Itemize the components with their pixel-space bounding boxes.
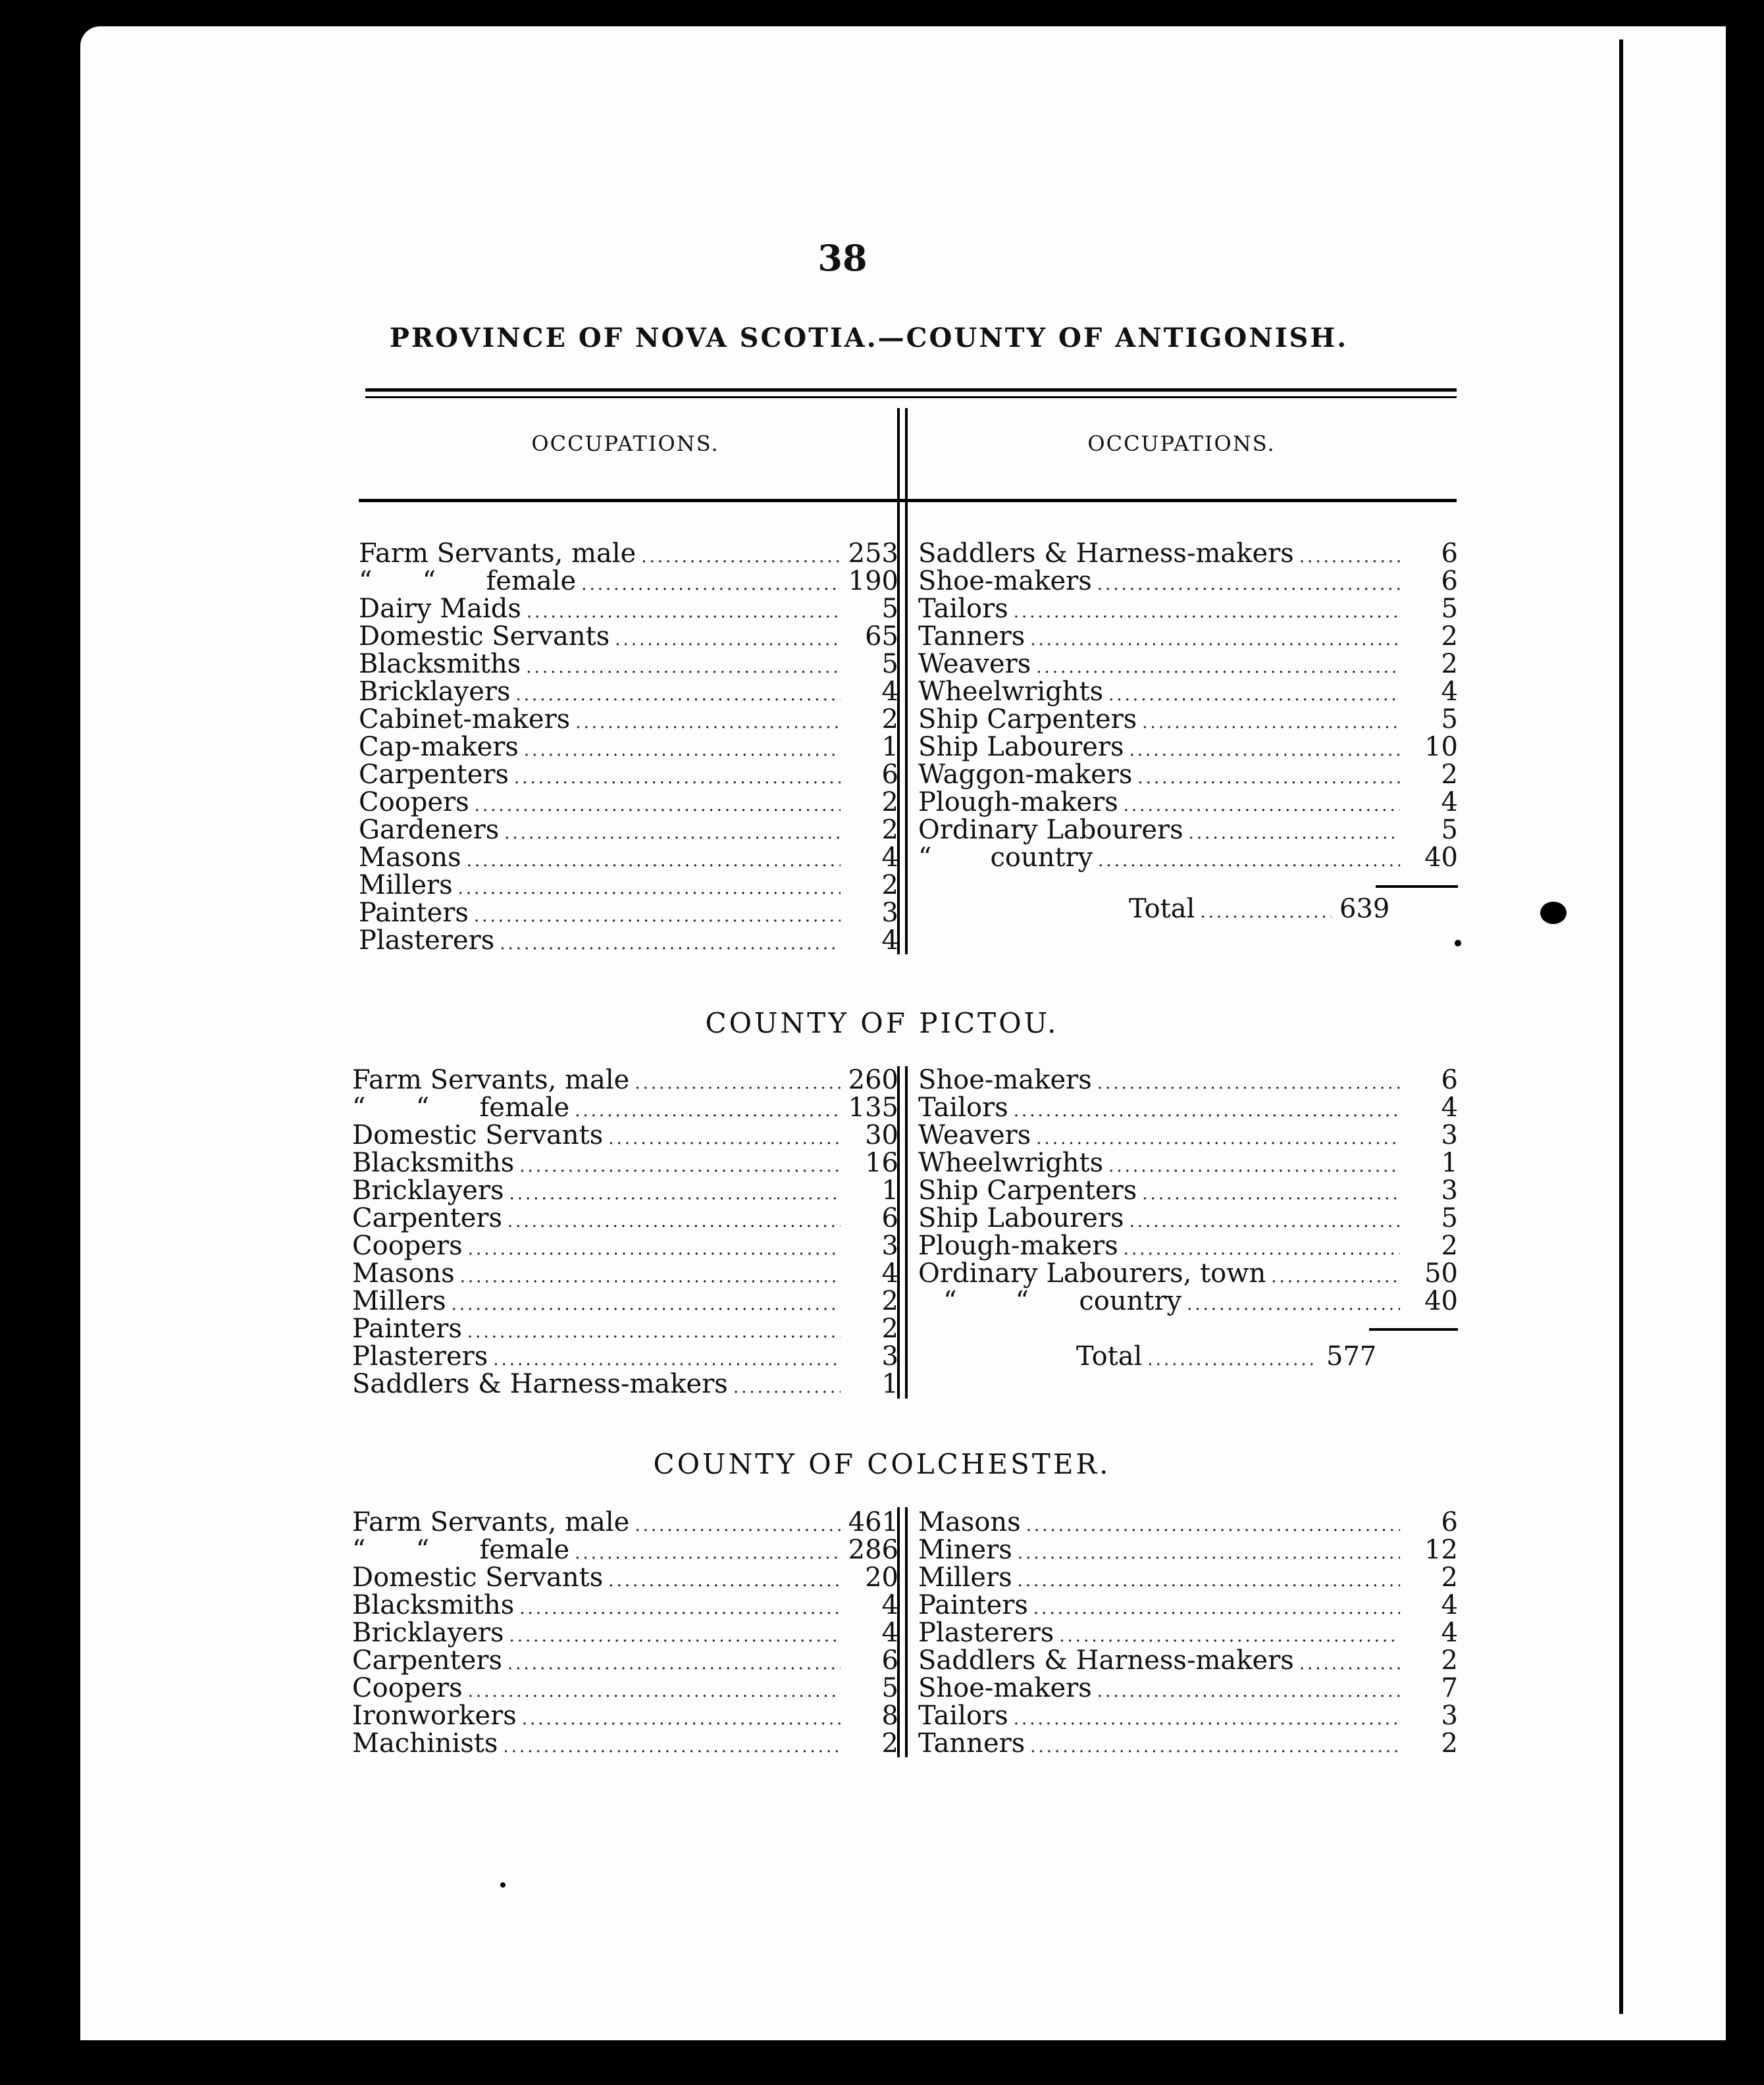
occupation-count: 6 bbox=[881, 1645, 898, 1676]
occupation-label: Tanners bbox=[918, 621, 1025, 652]
occupation-label: “ “ female bbox=[352, 1093, 570, 1123]
leader-dots bbox=[468, 1678, 841, 1705]
occupation-count: 8 bbox=[881, 1701, 898, 1731]
occupation-label: Plasterers bbox=[918, 1618, 1054, 1648]
occupation-count: 2 bbox=[881, 815, 898, 845]
occupation-count: 40 bbox=[1424, 842, 1458, 873]
occupation-label: Painters bbox=[359, 898, 469, 928]
occupation-count: 4 bbox=[881, 677, 898, 707]
leader-dots bbox=[635, 1069, 841, 1097]
leader-dots bbox=[1018, 1539, 1400, 1567]
page-number: 38 bbox=[817, 237, 868, 279]
antigonish-total bbox=[918, 895, 1458, 923]
occupation-row bbox=[352, 1204, 898, 1232]
occupation-row bbox=[359, 761, 898, 788]
leader-dots bbox=[635, 1512, 841, 1539]
occupation-label: Gardeners bbox=[359, 815, 500, 845]
occupation-row bbox=[352, 1564, 898, 1591]
occupation-label: Bricklayers bbox=[352, 1175, 504, 1206]
occupation-count: 5 bbox=[881, 1673, 898, 1703]
occupation-row bbox=[352, 1094, 898, 1121]
occupation-label: Plough-makers bbox=[918, 787, 1118, 817]
leader-dots bbox=[526, 654, 841, 681]
occupation-row bbox=[352, 1260, 898, 1287]
occupation-count: 5 bbox=[1441, 594, 1458, 624]
occupation-label: Tailors bbox=[918, 594, 1008, 624]
occupation-row bbox=[352, 1121, 898, 1149]
leader-dots bbox=[1142, 709, 1400, 736]
leader-dots bbox=[1030, 1733, 1400, 1761]
occupation-count: 5 bbox=[881, 594, 898, 624]
occupation-row bbox=[918, 1094, 1458, 1121]
occupation-label: Miners bbox=[918, 1535, 1012, 1565]
occupation-count: 4 bbox=[881, 1618, 898, 1648]
leader-dots bbox=[503, 1733, 841, 1761]
occupation-label: Carpenters bbox=[352, 1203, 503, 1233]
occupation-label: Farm Servants, male bbox=[359, 538, 636, 569]
occupation-count: 4 bbox=[881, 925, 898, 956]
section-title-pictou: COUNTY OF PICTOU. bbox=[705, 1007, 1059, 1039]
occupation-count: 5 bbox=[1441, 704, 1458, 734]
leader-dots bbox=[1299, 543, 1400, 571]
occupation-label: Coopers bbox=[359, 787, 469, 817]
occupation-count: 6 bbox=[1441, 1507, 1458, 1537]
ink-dot bbox=[500, 1882, 506, 1888]
occupation-row bbox=[918, 1066, 1458, 1094]
occupation-row bbox=[918, 788, 1458, 816]
occupation-count: 6 bbox=[881, 759, 898, 790]
occupation-count: 2 bbox=[881, 787, 898, 817]
occupation-count: 3 bbox=[1441, 1120, 1458, 1150]
occupation-count: 4 bbox=[1441, 677, 1458, 707]
occupation-row bbox=[352, 1370, 898, 1398]
occupation-count: 20 bbox=[865, 1562, 898, 1593]
occupation-label: Tailors bbox=[918, 1093, 1008, 1123]
occupation-row bbox=[918, 1121, 1458, 1149]
occupation-row bbox=[918, 1591, 1458, 1619]
occupation-count: 4 bbox=[1441, 1590, 1458, 1620]
leader-dots bbox=[1030, 626, 1400, 654]
occupation-row bbox=[918, 1730, 1458, 1757]
leader-dots bbox=[1097, 1069, 1400, 1097]
leader-dots bbox=[1129, 1208, 1400, 1235]
total-value: 577 bbox=[1326, 1341, 1377, 1372]
leader-dots bbox=[1200, 898, 1332, 926]
occupation-row bbox=[918, 678, 1458, 706]
occupation-row bbox=[359, 844, 898, 871]
occupation-row bbox=[352, 1647, 898, 1674]
leader-dots bbox=[575, 1539, 841, 1567]
occupation-row bbox=[352, 1232, 898, 1260]
leader-dots bbox=[509, 1622, 841, 1650]
page-edge-line bbox=[1619, 39, 1623, 2014]
occupation-count: 2 bbox=[1441, 1562, 1458, 1593]
leader-dots bbox=[500, 930, 841, 958]
occupation-count: 3 bbox=[881, 1341, 898, 1372]
section-title-colchester: COUNTY OF COLCHESTER. bbox=[653, 1448, 1111, 1480]
occupation-row bbox=[359, 788, 898, 816]
leader-dots bbox=[460, 1263, 841, 1291]
occupation-label: Blacksmiths bbox=[352, 1590, 515, 1620]
leader-dots bbox=[1108, 1152, 1400, 1180]
occupation-count: 6 bbox=[881, 1203, 898, 1233]
occupation-count: 1 bbox=[881, 1175, 898, 1206]
occupation-label: Cap-makers bbox=[359, 732, 519, 762]
occupation-label: Bricklayers bbox=[352, 1618, 504, 1648]
occupation-label: “ “ female bbox=[359, 566, 577, 596]
occupation-row bbox=[359, 678, 898, 706]
occupation-row bbox=[352, 1674, 898, 1702]
occupation-row bbox=[918, 623, 1458, 650]
occupation-count: 253 bbox=[848, 538, 898, 569]
occupation-row bbox=[918, 1508, 1458, 1536]
leader-dots bbox=[467, 1318, 841, 1346]
occupation-count: 1 bbox=[881, 732, 898, 762]
leader-dots bbox=[641, 543, 841, 571]
leader-dots bbox=[509, 1180, 841, 1208]
occupation-count: 2 bbox=[881, 1728, 898, 1759]
occupation-count: 5 bbox=[1441, 815, 1458, 845]
occupation-row bbox=[359, 540, 898, 567]
total-label: Total bbox=[1076, 1341, 1143, 1372]
leader-dots bbox=[1014, 1705, 1400, 1733]
occupation-row bbox=[352, 1315, 898, 1343]
leader-dots bbox=[507, 1208, 841, 1235]
leader-dots bbox=[474, 902, 841, 930]
occupation-count: 461 bbox=[848, 1507, 898, 1537]
antigonish-left-list bbox=[359, 540, 898, 954]
leader-dots bbox=[1271, 1263, 1400, 1291]
occupation-count: 3 bbox=[1441, 1701, 1458, 1731]
leader-dots bbox=[575, 709, 841, 736]
occupation-label: Wheelwrights bbox=[918, 677, 1104, 707]
occupation-label: Weavers bbox=[918, 1120, 1031, 1150]
leader-dots bbox=[519, 1152, 841, 1180]
leader-dots bbox=[1187, 1291, 1400, 1318]
leader-dots bbox=[1018, 1567, 1400, 1595]
occupation-label: Coopers bbox=[352, 1231, 463, 1261]
occupation-label: Dairy Maids bbox=[359, 594, 521, 624]
occupation-label: Shoe-makers bbox=[918, 566, 1092, 596]
occupation-label: Farm Servants, male bbox=[352, 1507, 630, 1537]
occupation-count: 3 bbox=[881, 1231, 898, 1261]
occupation-count: 10 bbox=[1424, 732, 1458, 762]
occupation-row bbox=[352, 1287, 898, 1315]
leader-dots bbox=[514, 764, 841, 792]
occupation-label: Blacksmiths bbox=[352, 1148, 515, 1178]
occupation-row bbox=[359, 871, 898, 899]
occupation-label: Carpenters bbox=[352, 1645, 503, 1676]
occupation-count: 6 bbox=[1441, 566, 1458, 596]
occupation-count: 190 bbox=[848, 566, 898, 596]
occupation-label: Saddlers & Harness-makers bbox=[918, 538, 1294, 569]
leader-dots bbox=[1033, 1595, 1400, 1622]
occupation-label: “ “ country bbox=[918, 1286, 1182, 1316]
occupation-row bbox=[918, 650, 1458, 678]
occupation-count: 5 bbox=[881, 649, 898, 679]
occupation-label: Millers bbox=[918, 1562, 1012, 1593]
occupation-row bbox=[918, 1177, 1458, 1204]
occupation-row bbox=[352, 1536, 898, 1564]
leader-dots bbox=[1137, 764, 1400, 792]
occupation-row bbox=[918, 1674, 1458, 1702]
occupation-row bbox=[352, 1702, 898, 1730]
occupation-row bbox=[918, 816, 1458, 844]
occupation-count: 3 bbox=[881, 898, 898, 928]
total-row bbox=[866, 1343, 1458, 1370]
total-value: 639 bbox=[1339, 894, 1390, 924]
occupation-row bbox=[918, 733, 1458, 761]
leader-dots bbox=[733, 1374, 841, 1401]
occupation-label: Cabinet-makers bbox=[359, 704, 571, 734]
occupation-label: Plasterers bbox=[352, 1341, 488, 1372]
occupation-label: Carpenters bbox=[359, 759, 509, 790]
ink-dot bbox=[1455, 940, 1461, 946]
occupation-row bbox=[918, 540, 1458, 567]
occupation-label: Shoe-makers bbox=[918, 1065, 1092, 1095]
occupation-row bbox=[359, 650, 898, 678]
occupation-label: Weavers bbox=[918, 649, 1031, 679]
leader-dots bbox=[608, 1567, 841, 1595]
occupation-row bbox=[359, 899, 898, 927]
occupation-count: 2 bbox=[1441, 1645, 1458, 1676]
total-row bbox=[918, 895, 1458, 923]
occupation-label: Tailors bbox=[918, 1701, 1008, 1731]
occupation-count: 286 bbox=[848, 1535, 898, 1565]
occupation-label: Ship Carpenters bbox=[918, 704, 1137, 734]
occupation-row bbox=[918, 595, 1458, 623]
occupation-count: 1 bbox=[881, 1369, 898, 1399]
occupation-label: “ country bbox=[918, 842, 1093, 873]
top-rule-thin bbox=[365, 396, 1457, 398]
occupation-count: 6 bbox=[1441, 1065, 1458, 1095]
column-header-left: OCCUPATIONS. bbox=[531, 431, 719, 456]
occupation-label: Masons bbox=[918, 1507, 1021, 1537]
occupation-row bbox=[359, 927, 898, 954]
occupation-row bbox=[359, 733, 898, 761]
leader-dots bbox=[1147, 1346, 1318, 1374]
occupation-row bbox=[352, 1619, 898, 1647]
leader-dots bbox=[467, 847, 841, 875]
occupation-label: Saddlers & Harness-makers bbox=[352, 1369, 728, 1399]
occupation-row bbox=[918, 1232, 1458, 1260]
occupation-label: Ordinary Labourers, town bbox=[918, 1258, 1266, 1289]
occupation-row bbox=[918, 1149, 1458, 1177]
occupation-count: 2 bbox=[1441, 759, 1458, 790]
column-divider bbox=[905, 1507, 908, 1757]
occupation-label: Waggon-makers bbox=[918, 759, 1133, 790]
occupation-row bbox=[918, 1260, 1458, 1287]
occupation-label: Ship Carpenters bbox=[918, 1175, 1137, 1206]
leader-dots bbox=[524, 736, 841, 764]
occupation-count: 2 bbox=[881, 1314, 898, 1344]
colchester-left-list bbox=[352, 1508, 898, 1757]
occupation-label: Machinists bbox=[352, 1728, 498, 1759]
occupation-label: Blacksmiths bbox=[359, 649, 521, 679]
occupation-row bbox=[352, 1149, 898, 1177]
colchester-right-list bbox=[918, 1508, 1458, 1757]
occupation-label: Domestic Servants bbox=[352, 1120, 604, 1150]
sum-rule bbox=[1376, 885, 1458, 888]
occupation-count: 3 bbox=[1441, 1175, 1458, 1206]
occupation-row bbox=[918, 1702, 1458, 1730]
occupation-count: 260 bbox=[848, 1065, 898, 1095]
leader-dots bbox=[458, 875, 841, 902]
occupation-count: 5 bbox=[1441, 1203, 1458, 1233]
leader-dots bbox=[608, 1125, 841, 1152]
occupation-count: 6 bbox=[1441, 538, 1458, 569]
occupation-row bbox=[918, 1204, 1458, 1232]
occupation-row bbox=[918, 844, 1458, 871]
leader-dots bbox=[475, 792, 841, 819]
top-rule bbox=[365, 388, 1457, 392]
occupation-row bbox=[359, 623, 898, 650]
ink-blot bbox=[1540, 902, 1567, 924]
occupation-count: 4 bbox=[1441, 787, 1458, 817]
occupation-count: 135 bbox=[848, 1093, 898, 1123]
leader-dots bbox=[581, 571, 841, 598]
occupation-count: 2 bbox=[881, 1286, 898, 1316]
occupation-row bbox=[352, 1177, 898, 1204]
occupation-row bbox=[352, 1730, 898, 1757]
leader-dots bbox=[504, 819, 841, 847]
total-label: Total bbox=[1129, 894, 1195, 924]
leader-dots bbox=[1097, 571, 1400, 598]
leader-dots bbox=[1189, 819, 1400, 847]
leader-dots bbox=[1142, 1180, 1400, 1208]
pictou-right-list bbox=[918, 1066, 1458, 1315]
occupation-count: 4 bbox=[881, 1590, 898, 1620]
pictou-left-list bbox=[352, 1066, 898, 1398]
occupation-count: 16 bbox=[865, 1148, 898, 1178]
leader-dots bbox=[507, 1650, 841, 1678]
leader-dots bbox=[1129, 736, 1400, 764]
occupation-count: 1 bbox=[1441, 1148, 1458, 1178]
occupation-count: 30 bbox=[865, 1120, 898, 1150]
occupation-label: Tanners bbox=[918, 1728, 1025, 1759]
occupation-label: “ “ female bbox=[352, 1535, 570, 1565]
occupation-row bbox=[918, 1619, 1458, 1647]
occupation-row bbox=[352, 1508, 898, 1536]
occupation-label: Ironworkers bbox=[352, 1701, 517, 1731]
occupation-row bbox=[359, 706, 898, 733]
leader-dots bbox=[1097, 1678, 1400, 1705]
occupation-row bbox=[918, 567, 1458, 595]
occupation-count: 2 bbox=[1441, 649, 1458, 679]
occupation-row bbox=[918, 1287, 1458, 1315]
occupation-label: Masons bbox=[359, 842, 461, 873]
occupation-row bbox=[918, 761, 1458, 788]
antigonish-right-list bbox=[918, 540, 1458, 871]
occupation-count: 4 bbox=[881, 842, 898, 873]
occupation-label: Domestic Servants bbox=[352, 1562, 604, 1593]
occupation-row bbox=[918, 1647, 1458, 1674]
occupation-label: Plasterers bbox=[359, 925, 495, 956]
occupation-count: 2 bbox=[881, 870, 898, 900]
leader-dots bbox=[1014, 598, 1400, 626]
header-rule bbox=[359, 499, 1457, 502]
leader-dots bbox=[1299, 1650, 1400, 1678]
occupation-label: Ship Labourers bbox=[918, 732, 1124, 762]
occupation-count: 40 bbox=[1424, 1286, 1458, 1316]
occupation-label: Ship Labourers bbox=[918, 1203, 1124, 1233]
leader-dots bbox=[575, 1097, 841, 1125]
occupation-label: Ordinary Labourers bbox=[918, 815, 1183, 845]
occupation-count: 4 bbox=[1441, 1093, 1458, 1123]
leader-dots bbox=[615, 626, 841, 654]
occupation-row bbox=[352, 1591, 898, 1619]
occupation-count: 2 bbox=[1441, 1728, 1458, 1759]
leader-dots bbox=[1014, 1097, 1400, 1125]
occupation-label: Domestic Servants bbox=[359, 621, 610, 652]
occupation-row bbox=[359, 567, 898, 595]
occupation-count: 4 bbox=[881, 1258, 898, 1289]
occupation-label: Plough-makers bbox=[918, 1231, 1118, 1261]
occupation-count: 4 bbox=[1441, 1618, 1458, 1648]
occupation-row bbox=[359, 595, 898, 623]
column-header-right: OCCUPATIONS. bbox=[1087, 431, 1276, 456]
occupation-label: Wheelwrights bbox=[918, 1148, 1104, 1178]
occupation-row bbox=[918, 1536, 1458, 1564]
occupation-label: Saddlers & Harness-makers bbox=[918, 1645, 1294, 1676]
occupation-label: Painters bbox=[918, 1590, 1028, 1620]
leader-dots bbox=[522, 1705, 841, 1733]
leader-dots bbox=[1108, 681, 1400, 709]
occupation-count: 2 bbox=[881, 704, 898, 734]
occupation-label: Painters bbox=[352, 1314, 462, 1344]
occupation-label: Millers bbox=[352, 1286, 446, 1316]
leader-dots bbox=[452, 1291, 841, 1318]
occupation-count: 2 bbox=[1441, 621, 1458, 652]
leader-dots bbox=[1026, 1512, 1400, 1539]
occupation-label: Shoe-makers bbox=[918, 1673, 1092, 1703]
occupation-count: 2 bbox=[1441, 1231, 1458, 1261]
occupation-count: 7 bbox=[1441, 1673, 1458, 1703]
pictou-total bbox=[866, 1343, 1458, 1370]
occupation-row bbox=[352, 1343, 898, 1370]
occupation-row bbox=[352, 1066, 898, 1094]
occupation-label: Farm Servants, male bbox=[352, 1065, 630, 1095]
page-heading: PROVINCE OF NOVA SCOTIA.—COUNTY OF ANTIGONISH. bbox=[389, 322, 1349, 353]
occupation-label: Millers bbox=[359, 870, 453, 900]
occupation-label: Bricklayers bbox=[359, 677, 511, 707]
leader-dots bbox=[468, 1235, 841, 1263]
occupation-count: 50 bbox=[1424, 1258, 1458, 1289]
leader-dots bbox=[519, 1595, 841, 1622]
column-divider bbox=[905, 408, 908, 954]
occupation-row bbox=[918, 706, 1458, 733]
occupation-label: Coopers bbox=[352, 1673, 463, 1703]
occupation-row bbox=[359, 816, 898, 844]
occupation-count: 12 bbox=[1424, 1535, 1458, 1565]
leader-dots bbox=[1098, 847, 1400, 875]
sum-rule bbox=[1369, 1328, 1458, 1331]
occupation-count: 65 bbox=[865, 621, 898, 652]
occupation-label: Masons bbox=[352, 1258, 455, 1289]
occupation-row bbox=[918, 1564, 1458, 1591]
